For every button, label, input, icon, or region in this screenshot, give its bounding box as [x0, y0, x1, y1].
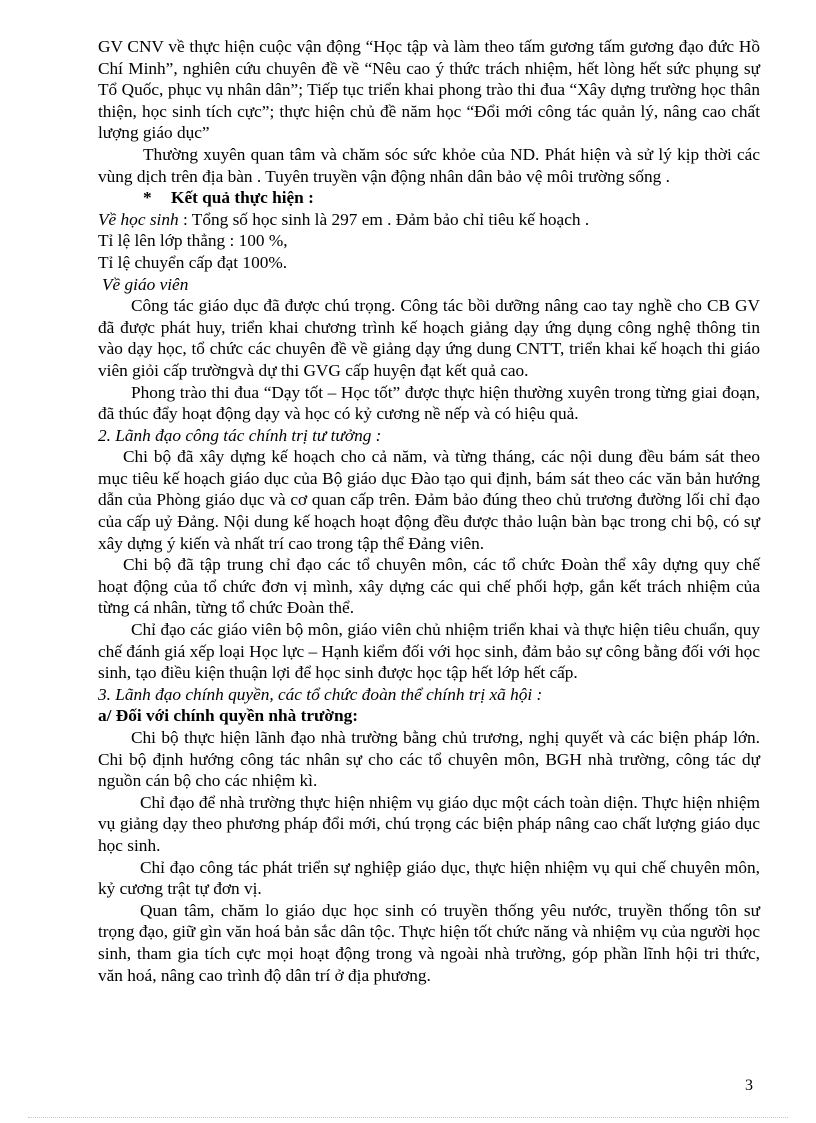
page-body	[98, 36, 760, 986]
section-heading-2: 2. Lãnh đạo công tác chính trị tư tưởng :	[98, 425, 382, 445]
paragraph: Quan tâm, chăm lo giáo dục học sinh có truyền thống yêu nước, truyền thống tôn sư trọng đạo, giữ gìn văn hoá bản sắc dân tộc. Thực hiện tốt chức năng và nhiệm vụ của người học sinh, tham gia tích cực mọi hoạt động trong và ngoài nhà trường, góp phần lĩnh hội tri thức, văn hoá, nâng cao trình độ dân trí ở địa phương.	[98, 900, 760, 985]
paragraph: Chỉ đạo để nhà trường thực hiện nhiệm vụ giáo dục một cách toàn diện. Thực hiện nhiệm vụ giảng dạy theo phương pháp đổi mới, chú trọng các biện pháp nâng cao chất lượng giáo dục học sinh.	[98, 792, 760, 855]
teachers-label: Về giáo viên	[102, 274, 189, 294]
paragraph: Chỉ đạo công tác phát triển sự nghiệp giáo dục, thực hiện nhiệm vụ qui chế chuyên môn, kỷ cương trật tự đơn vị.	[98, 857, 760, 899]
section-heading-results	[98, 187, 760, 209]
page-bottom-rule	[28, 1117, 788, 1118]
subsection-heading-a: a/ Đối với chính quyền nhà trường:	[98, 706, 358, 726]
page-number: 3	[745, 1077, 753, 1094]
heading-text: Kết quả thực hiện :	[171, 188, 314, 208]
students-text: : Tổng số học sinh là 297 em . Đảm bảo chỉ tiêu kế hoạch .	[182, 209, 590, 229]
paragraph: Công tác giáo dục đã được chú trọng. Công tác bồi dưỡng nâng cao tay nghề cho CB GV đã được phát huy, triển khai chương trình kế hoạch giảng dạy ứng dụng công nghệ thông tin vào dạy học, tổ chức các chuyên đề về giảng dạy ứng dung CNTT, triển khai kế hoạch thi giáo viên giỏi cấp trườngvà dự thi GVG cấp huyện đạt kết quả cao.	[98, 296, 760, 380]
promotion-rate: Tỉ lệ lên lớp thẳng : 100 %,	[98, 231, 288, 251]
students-line	[98, 209, 760, 231]
paragraph: Chi bộ đã xây dựng kế hoạch cho cả năm, và từng tháng, các nội dung đều bám sát theo mục tiêu kế hoạch giáo dục của Bộ giáo dục Đào tạo qui định, bám sát theo các văn bản hướng dẫn của Phòng giáo dục và cơ quan cấp trên. Đảm bảo đúng theo chủ trương đường lối chỉ đạo của cấp uỷ Đảng. Nội dung kế hoạch hoạt động đều được thảo luận bàn bạc trong chi bộ, có sự xây dựng ý kiến và nhất trí cao trong tập thể Đảng viên.	[98, 447, 760, 553]
paragraph: Thường xuyên quan tâm và chăm sóc sức khỏe của ND. Phát hiện và sử lý kịp thời các vùng dịch trên địa bàn . Tuyên truyền vận động nhân dân bảo vệ môi trường sống .	[98, 144, 760, 186]
paragraph: Phong trào thi đua “Dạy tốt – Học tốt” được thực hiện thường xuyên trong từng giai đoạn, đã thúc đẩy hoạt động dạy và học có kỷ cương nề nếp và có hiệu quả.	[98, 382, 760, 424]
students-label: Về học sinh	[98, 209, 179, 229]
paragraph: GV CNV về thực hiện cuộc vận động “Học tập và làm theo tấm gương tấm gương đạo đức Hồ Chí Minh”, nghiên cứu chuyên đề về “Nêu cao ý thức trách nhiệm, hết lòng hết sức phụng sự Tổ Quốc, phục vụ nhân dân”; Tiếp tục triển khai phong trào thi đua “Xây dựng trường học thân thiện, học sinh tích cực”; thực hiện chủ đề năm học “Đổi mới công tác quản lý, nâng cao chất lượng giáo dục”	[98, 37, 760, 143]
paragraph: Chỉ đạo các giáo viên bộ môn, giáo viên chủ nhiệm triển khai và thực hiện tiêu chuẩn, quy chế đánh giá xếp loại Học lực – Hạnh kiểm đối với học sinh, đảm bảo sự công bằng đối với học sinh, tạo điều kiện thuận lợi để học sinh được học tập hết lớp hết cấp.	[98, 620, 760, 683]
section-heading-3: 3. Lãnh đạo chính quyền, các tổ chức đoàn thể chính trị xã hội :	[98, 684, 543, 704]
graduation-rate: Tỉ lệ chuyển cấp đạt 100%.	[98, 252, 288, 272]
paragraph: Chi bộ thực hiện lãnh đạo nhà trường bằng chủ trương, nghị quyết và các biện pháp lớn. Chi bộ định hướng công tác nhân sự cho các tổ chuyên môn, BGH nhà trường, công tác dự nguồn cán bộ cho các nhiệm kì.	[98, 728, 760, 791]
asterisk-bullet: *	[143, 188, 152, 208]
paragraph: Chi bộ đã tập trung chỉ đạo các tổ chuyên môn, các tổ chức Đoàn thể xây dựng quy chế hoạt động của tổ chức đơn vị mình, xây dựng các qui chế phối hợp, gắn kết trách nhiệm của từng cá nhân, từng tổ chức Đoàn thể.	[98, 555, 760, 618]
